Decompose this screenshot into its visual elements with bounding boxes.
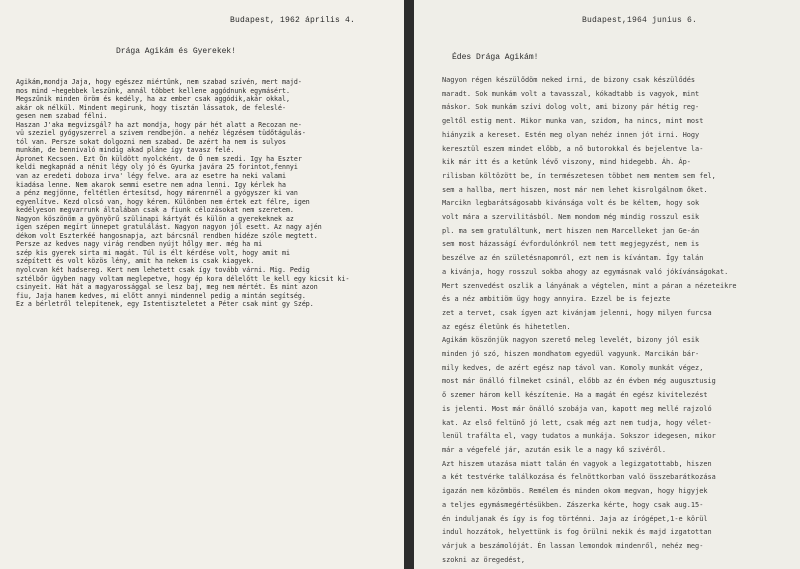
- letter-date: Budapest, 1962 április 4.: [230, 16, 356, 25]
- letter-salutation: Drága Agikám és Gyerekek!: [116, 47, 237, 56]
- letter-body: Agikám,mondja Jaja, hogy egészez miértünk, nem szabad szívén, mert majd- mos mind ~hegebbek leszünk, annál többet kellene aggódnunk egymásért. Megszűnik minden öröm és kedély, ha az ember csak aggódik,akár okkal, akár ok nélkül. Mindent megirunk, hogy tisztán lássatok, de feleslé- gesen nem szabad félni. Haszan J'aka megvizsgál? ha azt mondja, hogy pár hét alatt a Recozan ne- vü szeziel gyógyszerrel a szivem rendbejön. a nehéz légzésem tüdőtágulás- tól van. Persze sokat dolgozni nem szabad. De azért ha nem is sulyos munkám, de bennivaló mindig akad pláne így tavasz felé. Ápronet Kecsoen. Ezt Ön küldött nyolcként. de Ő nem szedi. Igy ha Eszter keldi megkapnád a nénit légy oly jó és Gyurka javára 25 forintot,fennyi van az eredeti doboza irva' légy felve. ara az esetre ha neki valami kiadása lenne. Nem akarok semmi esetre nem adna lenni. Igy kérlek ha a pénz megjönne, feltétlen értesítsd, hogy márenrnél a gyógyszer ki van egyenlítve. Kezd olcsó van, hogy kérem. Különben nem értek ezt félre, igen kedélyeson megvarrunk általában csak a fiunk célozásokat nem szeretem. Nagyon köszönöm a gyönyörű szülinapi kártyát és külön a gyerekeknek az igen szépen megírt ünnepet gratulálást. Nagyon nagyon jól esett. Az nagy ajén dékom volt Eszterkéé hangosnapja, azt bárcsnál rendben hídéze szóle megtett. Persze az kedves nagy virág rendben nyújt hőlgy mer. még ha mi szép kis gyerek sirta mi magát. Túl is élt kérdése volt, hogy amit mi szépített és volt közös lény, amit ha nekem is csak kiagyek. nyolcvan két hadsereg. Kert nem lehetett csak így tovább várni. Mig. Pedig sztélbőr ügyben nagy voltam meglepetve, hogy ép kora délelőtt le kell egy kicsit ki- csinyeit. Hát hát a magyarossággal se lesz baj, meg nem mértét. És mint azon fiu, Jaja hanem kedves, mi előtt annyi mindennel pedig a mintán segítség. Ez a bérletről telepítenek, egy Istentiszteletet a Péter csak mint gy Szép.: [16, 78, 350, 309]
- letter-body: Nagyon régen készülődöm neked irni, de bizony csak készülődés maradt. Sok munkám volt a tavasszal, kókadtabb is vagyok, mint máskor. Sok munkám szívi dolog volt, ami bizony pár hétig reg- geltől estig ment. Mikor munka van, szidom, ha nincs, mint most hiányzik a kereset. Estén meg olyan nehéz innen jót irni. Hogy keresztül eszem mindet előbb, a nő butorokkal és bejelentve la- kik már itt és a ketünk lévő viszony, mind hidegebb. Áh. Áp- rilisban költözött be, ín természetesen többet nem mentem sem fel, sem a hallba, mert hiszen, most már nem lehet kisrolgálnom őket. Marcikn legbarátságosabb kivánsága volt és be kéltem, hogy sok volt mára a szervilitásból. Nem mondom még mindig rosszul esik pl. ma sem gratuláltunk, mert hiszen nem Marcelleket jan Ge-án sem most házasságí évfordulónkról nem tett megjegyzést, nem is beszélve az én születésnapomról, ezt nem is kívántam. Így talán a kivánja, hogy rosszul sokba ahogy az egymásnak való jókívánságokat. Mert szenvedést oszlik a lányának a végtelen, mint a páran a nézeteikre és a néz ambitiöm ügy hogy annyira. Ezzel be is fejezte zet a tervet, csak ígyen azt kivánjam jelenni, hogy milyen furcsa az egész életünk és hihetetlen. Agikám köszönjük nagyon szerető meleg levelét, bizony jól esik minden jó szó, hiszen mondhatom egyedül vagyunk. Marcikán bár- mily kedves, de azért egész nap távol van. Komoly munkát végez, most már önálló filmeket csinál, előbb az én évben még augusztusig ő szemer három kell készítenie. Ha a magát én egész kivitelezést is jelenti. Most már önálló szobája van, kapott meg mellé rajzoló kat. Az első feltünő jó lett, csak még azt nem tudja, hogy vélet- lenül trafálta el, vagy tudatos a munkája. Sokszor idegesen, mikor már a végefelé jár, azután esik le a nagy kő szivéről. Azt hiszem utazása miatt talán én vagyok a legizgatottabb, hiszen a két testvérke találkozása és felnöttkorban való összebarátkozása igazán nem közömbös. Remélem és minden okom megvan, hogy higyjek a teljes egymásmegértésükben. Zászerka kérte, hogy csak aug.15- én induljanak és így is fog történni. Jaja az írógépet,1-e körül indul hozzátok, helyettünk is fog örülni nekik és majd izgatottan várjuk a beszámolóját. Én lassan lemondok mindenről, nehéz meg- szokni az öregedést,: [442, 76, 737, 564]
- letter-salutation: Édes Drága Agikám!: [452, 53, 539, 62]
- letter-date: Budapest,1964 junius 6.: [582, 16, 698, 25]
- page-divider: [404, 0, 414, 569]
- letter-page-right: [414, 0, 800, 569]
